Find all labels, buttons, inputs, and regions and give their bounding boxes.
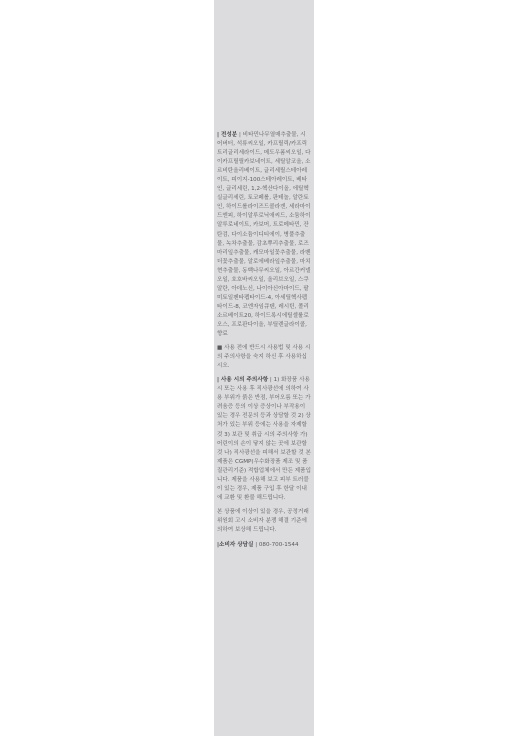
consumer-contact: |소비자 상담실 | 080-700-1544 <box>217 542 299 549</box>
warnings-heading: 사용 시의 주의사항 <box>221 377 269 384</box>
compensation-disclaimer: 본 상품에 이상이 있을 경우, 공정거래위원회 고시 소비자 분쟁 해결 기준에 의하여 보상해 드립니다. <box>217 508 309 533</box>
warnings-text: 1) 화장품 사용 시 또는 사용 후 직사광선에 의하여 사용 부위가 붉은 반점, 부어오름 또는 가려움증 등의 이상 증상이나 부작용이 있는 경우 전문의 등과 상담할 것 2) 상처가 있는 부위 등에는 사용을 자제할 것 3) 보관 및 취급 시의 주의사항 가) 어린이의 손이 닿지 않는 곳에 보관할 것 나) 직사광선을 피해서 보관할 것 본 제품은 CGMP(우수화장품 제조 및 품질관리기준) 적합업체에서 만든 제품입니다. 제품을 사용해 보고 피부 트러블이 있는 경우, 제품 구입 후 한달 이내에 교환 및 환불 해드립니다. <box>217 377 311 501</box>
contact-label: 소비자 상담실 <box>219 542 254 549</box>
warnings-section: | 사용 시의 주의사항 | 1) 화장품 사용 시 또는 사용 후 직사광선에 의하여 사용 부위가 붉은 반점, 부어오름 또는 가려움증 등의 이상 증상이나 부작용이 있는 경우 전문의 등과 상담할 것 2) 상처가 있는 부위 등에는 사용을 자제할 것 3) 보관 및 취급 시의 주의사항 가) 어린이의 손이 닿지 않는 곳에 보관할 것 나) 직사광선을 피해서 보관할 것 본 제품은 CGMP(우수화장품 제조 및 품질관리기준) 적합업체에서 만든 제품입니다. 제품을 사용해 보고 피부 트러블이 있는 경우, 제품 구입 후 한달 이내에 교환 및 환불 해드립니다. <box>217 377 311 501</box>
ingredients-heading: 전성분 <box>221 132 238 138</box>
ingredients-section: | 전성분 | 비타민나무열매추출물, 시어버터, 석류씨오일, 카프릴릭/카프릭트리글리세라이드, 메도우폼씨오일, 다이카프릴릴카보네이트, 세틸알코올, 소르비탄올리베이트, 글리세릴스테아레이트, 피이지-100스테아레이트, 베타인, 글리세린, 1,2-헥산다이올, 에틸헥실글리세린, 토코페롤, 판테놀, 알란토인, 하이드롤라이즈드콜라겐, 세라마이드엔피, 하이알루로닉애씨드, 소듐하이알루로네이트, 카보머, 트로메타민, 잔탄검, 다이소듐이디티에이, 병풀추출물, 녹차추출물, 감초뿌리추출물, 로즈마리잎추출물, 캐모마일꽃추출물, 라벤더꽃추출물, 알로에베라잎추출물, 마치현추출물, 동백나무씨오일, 아르간커넬오일, 호호바씨오일, 올리브오일, 스쿠알란, 아데노신, 나이아신아마이드, 팔미토일펜타펩타이드-4, 아세틸헥사펩타이드-8, 코엔자임큐텐, 레시틴, 폴리소르베이트20, 하이드록시에틸셀룰로오스, 프로판다이올, 부틸렌글라이콜, 향료 <box>217 132 311 338</box>
product-label-text <box>217 131 311 550</box>
contact-phone: 080-700-1544 <box>258 542 299 549</box>
usage-note: ■ 사용 전에 반드시 사용법 및 사용 시의 주의사항을 숙지 하신 후 사용하십시오. <box>217 345 311 370</box>
ingredients-list: 비타민나무열매추출물, 시어버터, 석류씨오일, 카프릴릭/카프릭트리글리세라이드, 메도우폼씨오일, 다이카프릴릴카보네이트, 세틸알코올, 소르비탄올리베이트, 글리세릴스테아레이트, 피이지-100스테아레이트, 베타인, 글리세린, 1,2-헥산다이올, 에틸헥실글리세린, 토코페롤, 판테놀, 알란토인, 하이드롤라이즈드콜라겐, 세라마이드엔피, 하이알루로닉애씨드, 소듐하이알루로네이트, 카보머, 트로메타민, 잔탄검, 다이소듐이디티에이, 병풀추출물, 녹차추출물, 감초뿌리추출물, 로즈마리잎추출물, 캐모마일꽃추출물, 라벤더꽃추출물, 알로에베라잎추출물, 마치현추출물, 동백나무씨오일, 아르간커넬오일, 호호바씨오일, 올리브오일, 스쿠알란, 아데노신, 나이아신아마이드, 팔미토일펜타펩타이드-4, 아세틸헥사펩타이드-8, 코엔자임큐텐, 레시틴, 폴리소르베이트20, 하이드록시에틸셀룰로오스, 프로판다이올, 부틸렌글라이콜, 향료 <box>217 132 311 338</box>
